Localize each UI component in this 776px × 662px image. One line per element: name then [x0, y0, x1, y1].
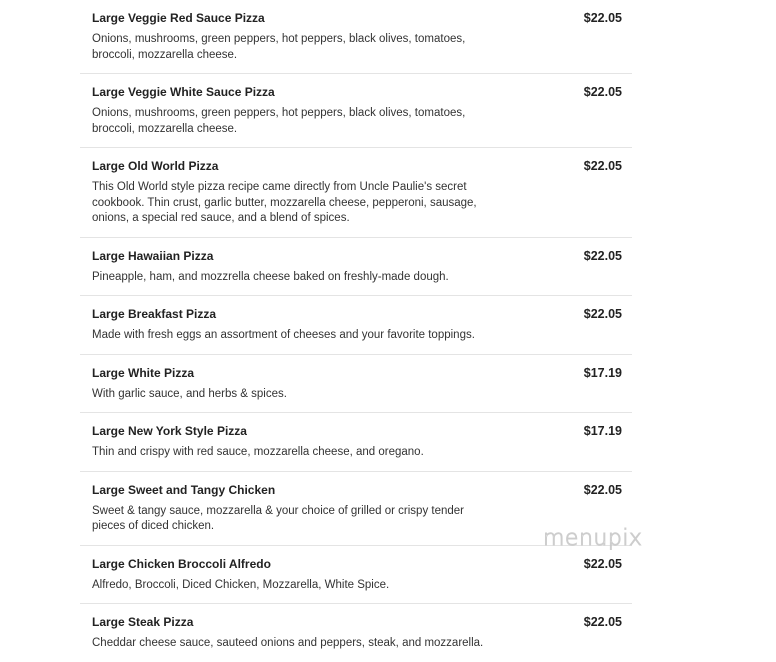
menu-item[interactable] — [80, 413, 632, 472]
item-description: Thin and crispy with red sauce, mozzarella cheese, and oregano. — [92, 446, 424, 458]
item-price: $22.05 — [583, 556, 622, 571]
item-description: Onions, mushrooms, green peppers, hot peppers, black olives, tomatoes, broccoli, mozzarella cheese. — [92, 33, 466, 61]
item-name: Large Veggie White Sauce Pizza — [92, 85, 275, 99]
menu-item[interactable] — [80, 296, 632, 355]
menu-item[interactable] — [80, 604, 632, 662]
item-name: Large Sweet and Tangy Chicken — [92, 482, 276, 497]
item-name: Large Veggie Red Sauce Pizza — [92, 11, 265, 25]
item-name: Large Breakfast Pizza — [92, 307, 217, 321]
item-name: Large Chicken Broccoli Alfredo — [92, 556, 271, 571]
item-price: $22.05 — [583, 307, 622, 321]
menu-item[interactable] — [80, 355, 632, 414]
item-name: Large Old World Pizza — [92, 159, 219, 173]
item-price: $17.19 — [583, 365, 622, 380]
item-description: Made with fresh eggs an assortment of cheeses and your favorite toppings. — [92, 329, 475, 341]
menu-item[interactable] — [80, 0, 632, 74]
menu-item[interactable] — [80, 238, 632, 297]
item-description: This Old World style pizza recipe came directly from Uncle Paulie's secret cookbook. Thin crust, garlic butter, mozzarella cheese, pepperoni, sausage, onions, a special red sauce, and a blend of spices. — [92, 181, 477, 224]
item-price: $22.05 — [583, 159, 622, 173]
item-price: $17.19 — [583, 424, 622, 438]
item-price: $22.05 — [583, 85, 622, 99]
menu-item[interactable] — [80, 148, 632, 238]
item-name: Large Steak Pizza — [92, 615, 194, 629]
item-description: Alfredo, Broccoli, Diced Chicken, Mozzarella, White Spice. — [92, 578, 390, 591]
item-description: Onions, mushrooms, green peppers, hot peppers, black olives, tomatoes, broccoli, mozzarella cheese. — [92, 107, 466, 135]
item-description: Cheddar cheese sauce, sauteed onions and peppers, steak, and mozzarella. — [92, 637, 484, 649]
item-name: Large Hawaiian Pizza — [92, 248, 214, 263]
item-price: $22.05 — [583, 482, 622, 497]
item-description: Pineapple, ham, and mozzrella cheese baked on freshly-made dough. — [92, 270, 449, 283]
menu-item[interactable] — [80, 74, 632, 148]
item-price: $22.05 — [583, 248, 622, 263]
menu-list — [80, 0, 632, 662]
menupix-watermark: menupix — [543, 526, 643, 551]
item-price: $22.05 — [583, 11, 622, 25]
menu-item[interactable] — [80, 546, 632, 605]
item-description: With garlic sauce, and herbs & spices. — [92, 387, 287, 400]
item-name: Large New York Style Pizza — [92, 424, 247, 438]
item-price: $22.05 — [583, 615, 622, 629]
item-description: Sweet & tangy sauce, mozzarella & your choice of grilled or crispy tender pieces of diced chicken. — [92, 504, 465, 532]
item-name: Large White Pizza — [92, 365, 195, 380]
